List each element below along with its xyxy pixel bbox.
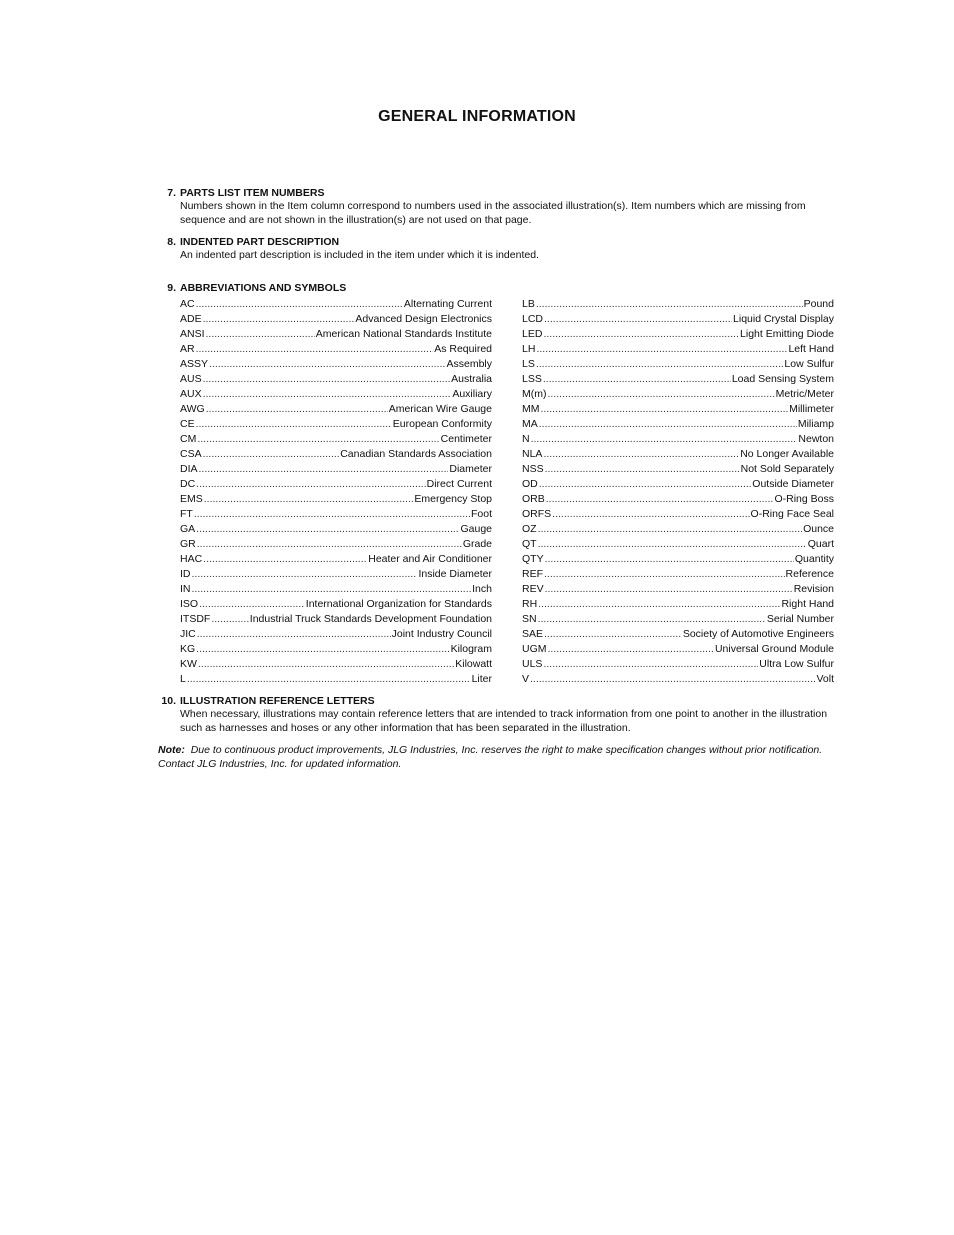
abbreviation-description: Heater and Air Conditioner	[368, 553, 492, 565]
abbreviation-description: Joint Industry Council	[391, 628, 492, 640]
abbreviation-row	[522, 537, 834, 552]
abbreviation-description: Low Sulfur	[784, 358, 834, 370]
abbreviation-description: Outside Diameter	[752, 478, 834, 490]
abbreviation-code: AC	[180, 298, 195, 310]
abbreviation-code: N	[522, 433, 530, 445]
section-parts-list-item-numbers	[158, 187, 838, 227]
abbreviation-description: Industrial Truck Standards Development Foundation	[249, 613, 492, 625]
abbreviation-code: ITSDF	[180, 613, 211, 625]
abbreviation-code: EMS	[180, 493, 203, 505]
abbreviation-description: Newton	[798, 433, 834, 445]
abbreviation-code: ID	[180, 568, 191, 580]
section-indented-part-description	[158, 236, 838, 263]
abbreviation-row	[522, 552, 834, 567]
abbreviation-description: Pound	[803, 298, 834, 310]
abbreviation-description: Right Hand	[781, 598, 834, 610]
abbreviation-row	[180, 597, 492, 612]
abbreviation-description: Metric/Meter	[775, 388, 834, 400]
abbreviation-row	[180, 582, 492, 597]
dot-leader	[199, 462, 449, 477]
section-title: INDENTED PART DESCRIPTION	[180, 236, 340, 248]
section-abbreviations-and-symbols	[158, 282, 838, 295]
dot-leader	[546, 492, 774, 507]
abbreviation-code: REF	[522, 568, 543, 580]
dot-leader	[197, 627, 391, 642]
abbreviation-code: FT	[180, 508, 193, 520]
dot-leader	[541, 402, 789, 417]
abbreviation-description: O-Ring Boss	[774, 493, 834, 505]
abbreviation-description: American National Standards Institute	[315, 328, 492, 340]
abbreviation-description: Inch	[472, 583, 492, 595]
abbreviation-description: Kilowatt	[455, 658, 492, 670]
abbreviations-left-column	[180, 297, 492, 687]
dot-leader	[196, 417, 392, 432]
abbreviation-description: Not Sold Separately	[740, 463, 834, 475]
abbreviation-row	[522, 372, 834, 387]
abbreviation-code: QTY	[522, 553, 544, 565]
abbreviation-row	[522, 597, 834, 612]
abbreviation-row	[180, 507, 492, 522]
abbreviation-row	[180, 462, 492, 477]
abbreviation-description: Reference	[785, 568, 834, 580]
section-number: 8.	[167, 236, 176, 248]
abbreviation-row	[522, 582, 834, 597]
abbreviation-description: Left Hand	[788, 343, 834, 355]
dot-leader	[536, 297, 803, 312]
abbreviation-code: M(m)	[522, 388, 547, 400]
page-title: GENERAL INFORMATION	[378, 108, 576, 125]
dot-leader	[203, 372, 451, 387]
abbreviation-description: Kilogram	[450, 643, 492, 655]
abbreviation-description: Universal Ground Module	[714, 643, 834, 655]
section-heading	[158, 282, 838, 295]
abbreviation-description: Grade	[462, 538, 492, 550]
abbreviation-row	[180, 387, 492, 402]
abbreviation-code: LED	[522, 328, 543, 340]
abbreviation-row	[180, 402, 492, 417]
dot-leader	[203, 552, 367, 567]
dot-leader	[196, 342, 434, 357]
dot-leader	[538, 597, 780, 612]
dot-leader	[543, 327, 739, 342]
section-body: An indented part description is included in the item under which it is indented.	[180, 249, 539, 261]
abbreviation-description: Ounce	[803, 523, 834, 535]
abbreviation-row	[180, 627, 492, 642]
abbreviation-row	[522, 357, 834, 372]
abbreviation-code: LSS	[522, 373, 542, 385]
abbreviation-code: IN	[180, 583, 191, 595]
dot-leader	[203, 447, 340, 462]
abbreviation-description: Revision	[793, 583, 834, 595]
abbreviation-code: GA	[180, 523, 196, 535]
abbreviation-row	[522, 417, 834, 432]
abbreviation-row	[180, 342, 492, 357]
abbreviation-description: Serial Number	[766, 613, 834, 625]
dot-leader	[199, 597, 305, 612]
abbreviation-row	[180, 447, 492, 462]
dot-leader	[197, 432, 439, 447]
dot-leader	[204, 492, 414, 507]
abbreviation-code: DIA	[180, 463, 198, 475]
abbreviation-row	[522, 432, 834, 447]
abbreviation-code: V	[522, 673, 530, 685]
dot-leader	[206, 402, 388, 417]
abbreviation-description: Foot	[470, 508, 492, 520]
abbreviation-description: Liter	[471, 673, 492, 685]
dot-leader	[539, 417, 797, 432]
abbreviation-code: QT	[522, 538, 537, 550]
abbreviation-code: KG	[180, 643, 196, 655]
abbreviation-code: LH	[522, 343, 536, 355]
dot-leader	[544, 312, 732, 327]
abbreviation-row	[522, 672, 834, 687]
abbreviation-row	[522, 627, 834, 642]
abbreviation-code: GR	[180, 538, 196, 550]
dot-leader	[545, 552, 794, 567]
section-title: ILLUSTRATION REFERENCE LETTERS	[180, 695, 375, 707]
abbreviation-description: European Conformity	[392, 418, 492, 430]
abbreviation-row	[522, 312, 834, 327]
abbreviation-code: NLA	[522, 448, 543, 460]
abbreviation-row	[180, 642, 492, 657]
abbreviation-row	[180, 657, 492, 672]
abbreviation-code: MA	[522, 418, 538, 430]
abbreviation-description: Millimeter	[789, 403, 834, 415]
dot-leader	[536, 357, 784, 372]
abbreviation-code: AR	[180, 343, 195, 355]
abbreviation-description: Australia	[451, 373, 492, 385]
abbreviation-description: Gauge	[460, 523, 492, 535]
abbreviation-row	[180, 477, 492, 492]
abbreviation-row	[522, 462, 834, 477]
abbreviation-code: ORB	[522, 493, 545, 505]
abbreviation-row	[180, 297, 492, 312]
abbreviation-row	[522, 387, 834, 402]
dot-leader	[543, 447, 739, 462]
abbreviation-description: Advanced Design Electronics	[355, 313, 492, 325]
dot-leader	[548, 387, 775, 402]
abbreviation-row	[180, 312, 492, 327]
section-body: When necessary, illustrations may contain reference letters that are intended to track information from one point to another in the illustration such as harnesses and hoses or any other information that has been separated in the illustration.	[180, 708, 828, 734]
dot-leader	[544, 627, 682, 642]
note-text: Due to continuous product improvements, JLG Industries, Inc. reserves the right to make specification changes without prior notification. Contact JLG Industries, Inc. for updated information.	[158, 744, 823, 770]
dot-leader	[196, 477, 425, 492]
dot-leader	[545, 462, 740, 477]
abbreviations-right-column	[522, 297, 834, 687]
abbreviation-code: ASSY	[180, 358, 209, 370]
abbreviation-row	[522, 522, 834, 537]
abbreviation-code: HAC	[180, 553, 203, 565]
dot-leader	[545, 582, 793, 597]
dot-leader	[209, 357, 445, 372]
abbreviation-row	[522, 612, 834, 627]
dot-leader	[196, 297, 403, 312]
dot-leader	[211, 612, 248, 627]
section-title: PARTS LIST ITEM NUMBERS	[180, 187, 325, 199]
section-number: 7.	[167, 187, 176, 199]
section-illustration-reference-letters	[158, 695, 838, 735]
abbreviation-description: As Required	[434, 343, 492, 355]
dot-leader	[196, 642, 449, 657]
abbreviation-code: RH	[522, 598, 538, 610]
abbreviation-code: L	[180, 673, 186, 685]
abbreviation-row	[180, 417, 492, 432]
abbreviation-code: ANSI	[180, 328, 205, 340]
abbreviation-row	[522, 342, 834, 357]
abbreviation-description: Miliamp	[797, 418, 834, 430]
abbreviation-row	[522, 327, 834, 342]
abbreviation-description: Direct Current	[426, 478, 492, 490]
abbreviation-description: No Longer Available	[740, 448, 834, 460]
dot-leader	[530, 672, 815, 687]
section-title: ABBREVIATIONS AND SYMBOLS	[180, 282, 347, 294]
abbreviation-row	[180, 552, 492, 567]
dot-leader	[203, 387, 452, 402]
section-heading	[158, 695, 838, 708]
abbreviation-row	[180, 432, 492, 447]
abbreviation-row	[180, 537, 492, 552]
abbreviation-code: AUX	[180, 388, 202, 400]
abbreviation-description: Society of Automotive Engineers	[682, 628, 834, 640]
abbreviation-description: Light Emitting Diode	[740, 328, 834, 340]
dot-leader	[538, 537, 807, 552]
abbreviation-row	[522, 297, 834, 312]
dot-leader	[206, 327, 315, 342]
abbreviation-row	[522, 567, 834, 582]
abbreviation-description: Volt	[816, 673, 834, 685]
abbreviation-description: Load Sensing System	[731, 373, 834, 385]
abbreviation-code: LB	[522, 298, 535, 310]
abbreviation-code: AUS	[180, 373, 202, 385]
note-label: Note:	[158, 744, 185, 756]
dot-leader	[538, 612, 766, 627]
dot-leader	[543, 372, 731, 387]
abbreviation-code: LCD	[522, 313, 544, 325]
dot-leader	[196, 522, 459, 537]
abbreviation-code: OD	[522, 478, 538, 490]
abbreviation-row	[180, 672, 492, 687]
abbreviation-description: Canadian Standards Association	[340, 448, 492, 460]
abbreviation-code: ADE	[180, 313, 202, 325]
dot-leader	[194, 507, 470, 522]
dot-leader	[531, 432, 798, 447]
abbreviation-code: NSS	[522, 463, 544, 475]
abbreviation-code: KW	[180, 658, 197, 670]
abbreviation-code: REV	[522, 583, 544, 595]
abbreviation-code: ORFS	[522, 508, 552, 520]
abbreviation-code: AWG	[180, 403, 205, 415]
abbreviation-description: Liquid Crystal Display	[733, 313, 834, 325]
abbreviation-row	[180, 372, 492, 387]
dot-leader	[192, 567, 418, 582]
note	[158, 744, 828, 771]
section-number: 9.	[167, 282, 176, 294]
abbreviation-row	[180, 492, 492, 507]
abbreviation-description: Assembly	[446, 358, 492, 370]
section-body: Numbers shown in the Item column correspond to numbers used in the associated illustration(s). Item numbers which are missing from sequence and are not shown in the illustration(s) are not used on that page.	[180, 200, 806, 226]
abbreviation-code: LS	[522, 358, 535, 370]
abbreviation-code: JIC	[180, 628, 196, 640]
abbreviation-description: Diameter	[449, 463, 492, 475]
abbreviation-row	[522, 657, 834, 672]
dot-leader	[552, 507, 749, 522]
dot-leader	[197, 537, 462, 552]
abbreviation-code: SN	[522, 613, 537, 625]
abbreviation-code: CE	[180, 418, 195, 430]
abbreviation-row	[522, 402, 834, 417]
abbreviation-description: International Organization for Standards	[305, 598, 492, 610]
abbreviation-code: SAE	[522, 628, 544, 640]
abbreviation-description: Centimeter	[440, 433, 492, 445]
abbreviation-description: O-Ring Face Seal	[750, 508, 834, 520]
abbreviation-code: CM	[180, 433, 197, 445]
abbreviation-row	[180, 522, 492, 537]
dot-leader	[544, 567, 785, 582]
dot-leader	[187, 672, 471, 687]
dot-leader	[203, 312, 355, 327]
abbreviation-code: ULS	[522, 658, 543, 670]
dot-leader	[538, 522, 802, 537]
abbreviation-description: Quantity	[794, 553, 834, 565]
abbreviation-row	[180, 327, 492, 342]
dot-leader	[548, 642, 714, 657]
abbreviation-code: ISO	[180, 598, 199, 610]
abbreviation-row	[522, 507, 834, 522]
abbreviation-description: Inside Diameter	[418, 568, 492, 580]
dot-leader	[198, 657, 454, 672]
abbreviation-description: Alternating Current	[403, 298, 492, 310]
abbreviation-description: Quart	[807, 538, 834, 550]
abbreviation-code: CSA	[180, 448, 202, 460]
section-heading	[158, 187, 838, 200]
abbreviation-code: DC	[180, 478, 196, 490]
abbreviation-row	[180, 357, 492, 372]
section-heading	[158, 236, 838, 249]
dot-leader	[192, 582, 472, 597]
abbreviation-code: MM	[522, 403, 540, 415]
abbreviation-description: Auxiliary	[452, 388, 492, 400]
dot-leader	[543, 657, 758, 672]
dot-leader	[536, 342, 787, 357]
abbreviation-row	[522, 492, 834, 507]
abbreviation-row	[522, 642, 834, 657]
abbreviation-row	[522, 447, 834, 462]
abbreviation-description: American Wire Gauge	[388, 403, 492, 415]
section-number: 10.	[161, 695, 176, 707]
abbreviation-row	[180, 612, 492, 627]
abbreviation-row	[522, 477, 834, 492]
abbreviation-code: UGM	[522, 643, 547, 655]
abbreviation-description: Emergency Stop	[414, 493, 492, 505]
dot-leader	[539, 477, 752, 492]
abbreviation-description: Ultra Low Sulfur	[759, 658, 834, 670]
abbreviation-row	[180, 567, 492, 582]
abbreviation-code: OZ	[522, 523, 537, 535]
